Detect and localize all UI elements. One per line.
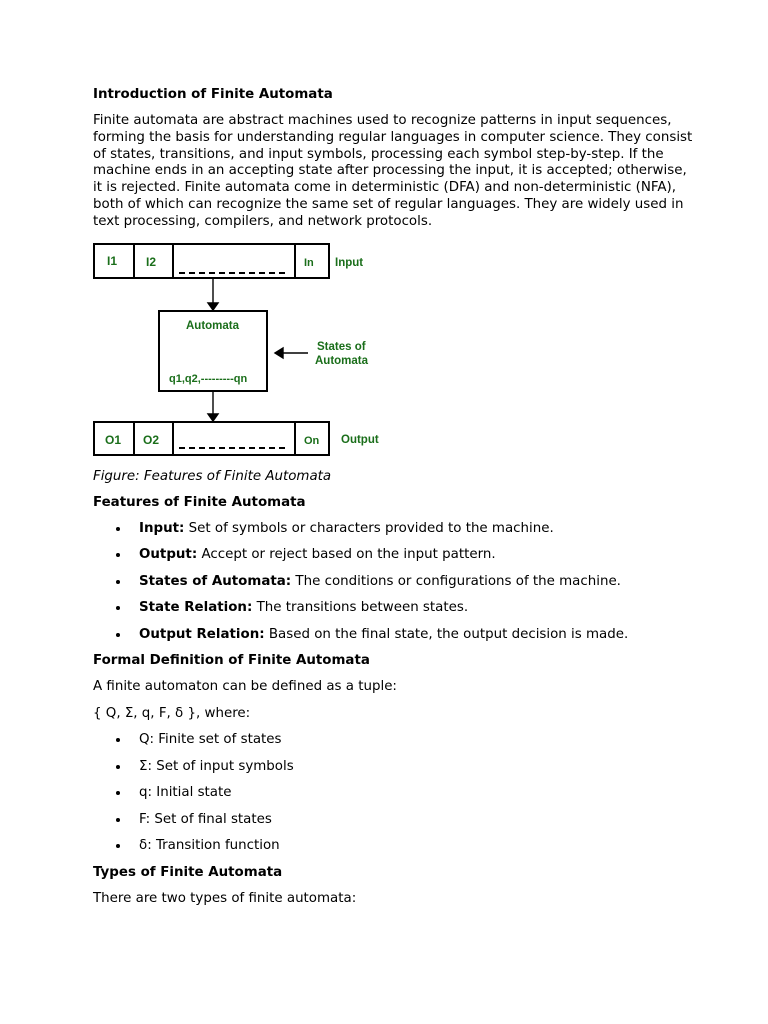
output-cell-middle (173, 422, 295, 455)
list-item: F: Set of final states (93, 811, 693, 829)
types-intro: There are two types of finite automata: (93, 890, 357, 906)
input-label: Input (335, 256, 364, 269)
list-item (93, 520, 693, 538)
feature-term: Output: (139, 547, 198, 563)
list-item: Σ: Set of input symbols (93, 758, 693, 776)
output-cell-n-label: On (304, 434, 320, 447)
list-item (93, 599, 693, 617)
formal-tuple: { Q, Σ, q, F, δ }, where: (93, 705, 251, 721)
states-label-line1: States of (317, 340, 366, 353)
automata-label: Automata (186, 319, 240, 332)
feature-desc: Accept or reject based on the input pattern. (197, 547, 496, 563)
figure-caption: Figure: Features of Finite Automata (93, 468, 332, 484)
list-item: δ: Transition function (93, 837, 693, 855)
output-cell-2-label: O2 (143, 432, 160, 447)
states-text: q1,q2,---------qn (169, 372, 248, 385)
feature-term: Input: (139, 520, 185, 536)
intro-paragraph: Finite automata are abstract machines used to recognize patterns in input sequences, forming the basis for understanding regular languages in computer science. They consist of states, transitions, and input symbols, processing each symbol step-by-step. If the machine ends in an accepting state after processing the input, it is accepted; otherwise, it is rejected. Finite automata come in deterministic (DFA) and non-deterministic (NFA), both of which can recognize the same set of regular languages. They are widely used in text processing, compilers, and network protocols. (93, 113, 693, 229)
feature-desc: The conditions or configurations of the machine. (291, 573, 621, 589)
formal-list (93, 731, 693, 855)
list-item (93, 626, 693, 644)
list-item: Q: Finite set of states (93, 731, 693, 749)
input-cell-2-label: I2 (146, 254, 157, 269)
features-heading: Features of Finite Automata (93, 494, 306, 510)
formal-intro: A finite automaton can be defined as a tuple: (93, 679, 397, 695)
feature-desc: Set of symbols or characters provided to the machine. (184, 520, 554, 536)
intro-heading: Introduction of Finite Automata (93, 87, 333, 102)
feature-desc: Based on the final state, the output decision is made. (264, 626, 629, 642)
feature-term: States of Automata: (139, 573, 292, 589)
input-cell-1-label: I1 (107, 253, 118, 268)
types-heading: Types of Finite Automata (93, 864, 283, 880)
automata-diagram (93, 243, 393, 463)
input-cell-n-label: In (304, 256, 314, 269)
feature-term: State Relation: (139, 600, 253, 616)
output-cell-1-label: O1 (105, 432, 122, 447)
features-list (93, 520, 693, 644)
list-item (93, 546, 693, 564)
feature-term: Output Relation: (139, 626, 265, 642)
finite-automata-figure (93, 243, 393, 463)
list-item: q: Initial state (93, 784, 693, 802)
states-label-line2: Automata (315, 354, 369, 367)
feature-desc: The transitions between states. (252, 600, 469, 616)
document-content (93, 86, 693, 916)
list-item (93, 573, 693, 591)
formal-heading: Formal Definition of Finite Automata (93, 653, 370, 669)
output-label: Output (341, 433, 379, 446)
